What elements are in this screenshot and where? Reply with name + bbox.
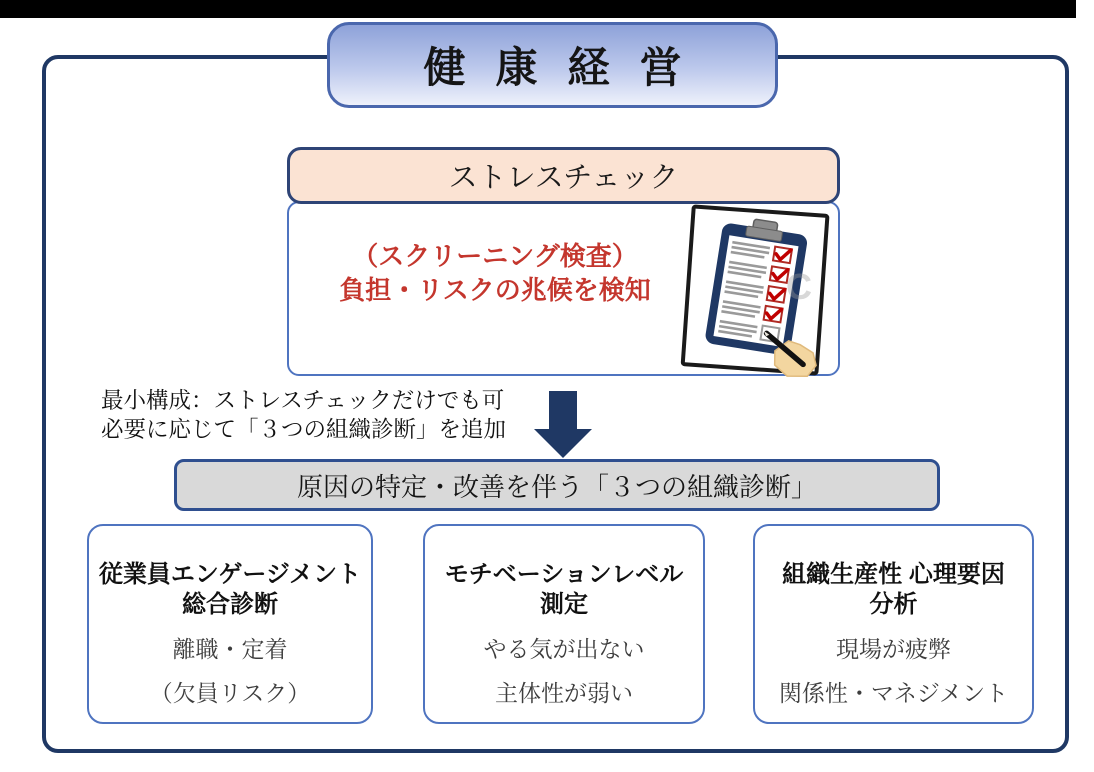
watermark-glyph: C [786,266,812,307]
card-title-line2: 分析 [869,591,918,618]
diagnosis-card-productivity [753,524,1034,724]
minimum-config-note [101,386,506,444]
minimum-config-line2: 必要に応じて「３つの組織診断」を追加 [101,417,507,442]
minimum-config-line1: 最小構成：ストレスチェックだけでも可 [101,388,505,413]
organization-diagnosis-band [174,459,940,511]
band-label: 原因の特定・改善を伴う「３つの組織診断」 [296,471,817,502]
card-title-line1: 組織生産性 心理要因 [782,561,1005,588]
screening-note-line2: 負担・リスクの兆候を検知 [339,275,651,305]
card-title-line2: 総合診断 [182,591,278,618]
diagnosis-card-engagement [87,524,373,724]
card-item: 関係性・マネジメント [778,680,1009,706]
diagnosis-card-motivation [423,524,705,724]
card-item: 主体性が弱い [495,680,633,706]
card-item: 離職・定着 [172,636,288,662]
card-item: 現場が疲弊 [836,636,951,662]
stress-check-title: ストレスチェック [448,162,679,194]
card-item: やる気が出ない [483,636,645,662]
card-title-line1: 従業員エンゲージメント [98,561,362,588]
title-box [327,22,778,108]
top-black-bar [0,0,1076,18]
down-arrow-icon [534,391,592,458]
card-title-line2: 測定 [540,591,588,618]
stress-check-header [287,147,840,204]
card-title-line1: モチベーションレベル [444,561,684,588]
page-title: 健康経営 [423,44,712,91]
card-item: （欠員リスク） [149,680,311,706]
screening-note-line1: （スクリーニング検査） [352,241,638,271]
screening-note [293,239,697,307]
